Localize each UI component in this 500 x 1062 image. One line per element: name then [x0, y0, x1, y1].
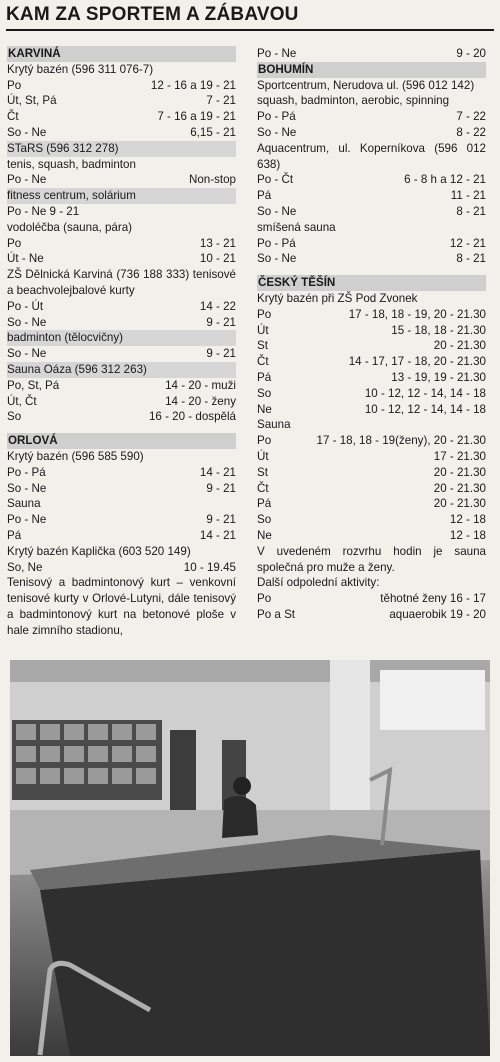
table-row: Pá 13 - 19, 19 - 21.30 [257, 370, 486, 384]
table-row: Po 17 - 18, 18 - 19, 20 - 21.30 [257, 307, 486, 321]
table-row: So - Ne 8 - 22 [257, 125, 486, 139]
stars-title: STaRS (596 312 278) [7, 141, 236, 157]
city-karvina: KARVINÁ [7, 46, 236, 62]
table-row: Po těhotné ženy 16 - 17 [257, 592, 486, 606]
table-row: Po - Pá 12 - 21 [257, 236, 486, 250]
oaza-title: Sauna Oáza (596 312 263) [7, 362, 236, 378]
table-row: So - Ne 6,15 - 21 [7, 125, 236, 139]
table-row: Po - Čt 6 - 8 h a 12 - 21 [257, 173, 486, 187]
table-row: So, Ne 10 - 19.45 [7, 560, 236, 574]
orlova-pool: Krytý bazén (596 585 590) [7, 449, 144, 463]
table-row: Ne 10 - 12, 12 - 14, 14 - 18 [257, 402, 486, 416]
table-row: So 16 - 20 - dospělá [7, 410, 236, 424]
table-row: Pá 14 - 21 [7, 528, 236, 542]
orlova-tennis-text: Tenisový a badmintonový kurt – venkovní tenisové kurty v Orlové-Lutyni, dále tenisový a badmintonový kurt na betonové ploše v hale zimního stadionu, [7, 576, 236, 637]
table-row: Čt 14 - 17, 17 - 18, 20 - 21.30 [257, 355, 486, 369]
fitness-title: fitness centrum, solárium [7, 188, 236, 204]
zs-title: ZŠ Dělnická Karviná (736 188 333) tenisové a beachvolejbalové kurty [7, 268, 236, 297]
sportcentrum-title: Sportcentrum, Nerudova ul. (596 012 142) [257, 78, 475, 92]
table-row: St 20 - 21.30 [257, 339, 486, 353]
table-row: Út, St, Pá 7 - 21 [7, 94, 236, 108]
table-row: Po 12 - 16 a 19 - 21 [7, 78, 236, 92]
stars-sub: tenis, squash, badminton [7, 157, 136, 171]
right-column [257, 46, 486, 623]
table-row: Út, Čt 14 - 20 - ženy [7, 394, 236, 408]
table-row: Po - Ne 9 - 20 [257, 47, 486, 60]
tesin-pool: Krytý bazén při ZŠ Pod Zvonek [257, 291, 418, 305]
table-row: Po - Pá 7 - 22 [257, 110, 486, 124]
pool-illustration [10, 660, 490, 1056]
table-row: So 12 - 18 [257, 513, 486, 527]
table-row: So - Ne 9 - 21 [7, 315, 236, 329]
city-bohumin: BOHUMÍN [257, 62, 486, 78]
table-row: Po a St aquaerobik 19 - 20 [257, 607, 486, 621]
sauna-note: V uvedeném rozvrhu hodin je sauna společná pro muže a ženy. [257, 544, 486, 574]
tesin-sauna-title: Sauna [257, 418, 291, 432]
table-row: Út 15 - 18, 18 - 21.30 [257, 323, 486, 337]
vodolecba-title: vodoléčba (sauna, pára) [7, 220, 133, 234]
sportcentrum-sub: squash, badminton, aerobic, spinning [257, 94, 450, 108]
table-row: Po - Út 14 - 22 [7, 299, 236, 313]
left-column [7, 46, 236, 638]
headline: KAM ZA SPORTEM A ZÁBAVOU [6, 4, 494, 31]
table-row: Po - Pá 14 - 21 [7, 465, 236, 479]
table-row: Ne 12 - 18 [257, 528, 486, 542]
table-row: Pá 11 - 21 [257, 189, 486, 203]
table-row: Út - Ne 10 - 21 [7, 252, 236, 266]
orlova-sauna-title: Sauna [7, 497, 41, 511]
other-activities-title: Další odpolední aktivity: [257, 576, 380, 590]
city-orlova: ORLOVÁ [7, 433, 236, 449]
city-cesky-tesin: ČESKÝ TĚŠÍN [257, 275, 486, 291]
aquacentrum-title: Aquacentrum, ul. Koperníkova (596 012 638) [257, 141, 486, 171]
table-row: So - Ne 8 - 21 [257, 204, 486, 218]
table-row: Pá 20 - 21.30 [257, 497, 486, 511]
karvina-pool: Krytý bazén (596 311 076-7) [7, 62, 154, 76]
table-row: Po 17 - 18, 18 - 19(ženy), 20 - 21.30 [257, 434, 486, 448]
table-row: Út 17 - 21.30 [257, 449, 486, 463]
table-row: Po - Ne 9 - 21 [7, 513, 236, 527]
table-row: So 10 - 12, 12 - 14, 14 - 18 [257, 386, 486, 400]
badminton-title: badminton (tělocvičny) [7, 330, 236, 346]
table-row: So - Ne 8 - 21 [257, 252, 486, 266]
kaplicka-title: Krytý bazén Kaplička (603 520 149) [7, 544, 191, 558]
indoor-pool-photo [10, 660, 490, 1056]
table-row: Po 13 - 21 [7, 236, 236, 250]
table-row: Čt 7 - 16 a 19 - 21 [7, 110, 236, 124]
table-row: Po, St, Pá 14 - 20 - muži [7, 378, 236, 392]
table-row: So - Ne 9 - 21 [7, 481, 236, 495]
table-row: So - Ne 9 - 21 [7, 347, 236, 361]
mixed-sauna-title: smíšená sauna [257, 220, 336, 234]
table-row: Po - Ne Non-stop [7, 173, 236, 187]
table-row: St 20 - 21.30 [257, 465, 486, 479]
fitness-row: Po - Ne 9 - 21 [7, 204, 80, 218]
table-row: Čt 20 - 21.30 [257, 481, 486, 495]
